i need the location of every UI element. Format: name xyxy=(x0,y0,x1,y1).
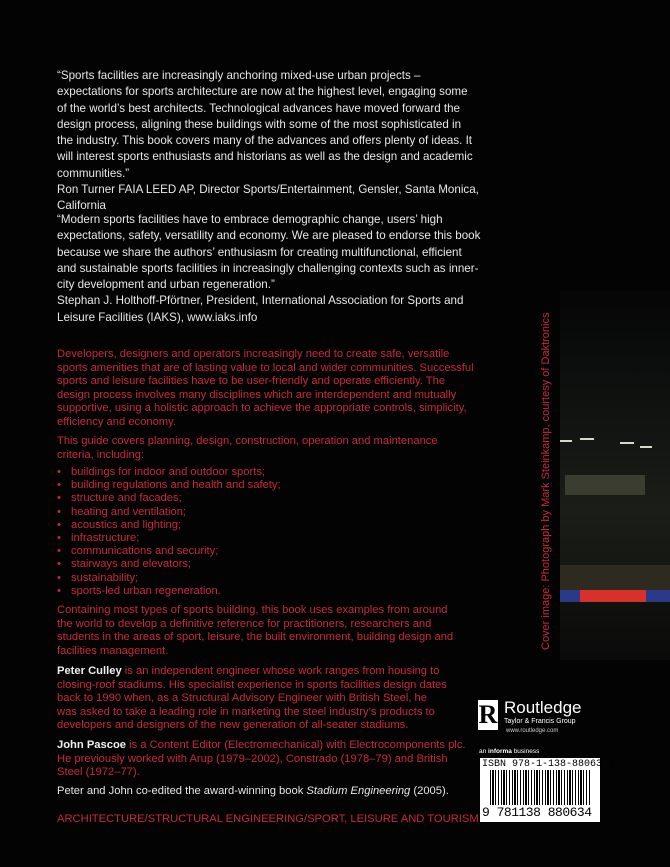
text-line: • infrastructure; xyxy=(57,532,537,545)
bio-line: closing-roof stadiums. His specialist experience in sports facilities design dates xyxy=(57,678,447,691)
text-line: • buildings for indoor and outdoor sports; xyxy=(57,466,537,479)
text-line: expectations, safety, versatility and economy. We are pleased to endorse this book xyxy=(57,229,481,243)
text-line: design process involves many disciplines which are interdependent and mutually xyxy=(57,388,457,401)
text-line: the world to develop a definitive reference for practitioners, researchers and xyxy=(57,617,432,630)
subject-categories: ARCHITECTURE/STRUCTURAL ENGINEERING/SPORT, LEISURE AND TOURISM xyxy=(57,813,479,825)
bio-line: He previously worked with Arup (1979–2002), Constrado (1978–79) and British xyxy=(57,752,448,765)
text-line: This guide covers planning, design, construction, operation and maintenance xyxy=(57,435,438,447)
bio-line: developers and designers of the new generation of all-seater stadiums. xyxy=(57,719,409,731)
publisher-url[interactable]: www.routledge.com xyxy=(506,728,559,734)
text-line: design process, aligning these buildings with some of the most sophisticated in xyxy=(57,117,462,131)
ean-number: 9 781138 880634 xyxy=(482,805,592,820)
text-line: facilities management. xyxy=(57,644,169,657)
text-line: • stairways and elevators; xyxy=(57,558,537,571)
text-line: Developers, designers and operators increasingly need to create safe, versatile xyxy=(57,348,450,360)
text-line: efficiency and economy. xyxy=(57,415,176,428)
book-title: Stadium Engineering xyxy=(306,785,411,797)
text-line: Containing most types of sports building, this book uses examples from around xyxy=(57,604,448,616)
bio-line: was asked to take a leading role in marketing the steel industry’s products to xyxy=(57,705,435,718)
endorsement-quote-2 xyxy=(57,212,537,326)
text-line: sports and leisure facilities have to be user-friendly and operate efficiently. The xyxy=(57,375,446,387)
bio-line: Steel (1972–77). xyxy=(57,766,140,778)
topics-list xyxy=(57,466,537,598)
bio-line: is an independent engineer whose work ranges from housing to xyxy=(121,665,440,677)
author-name: Peter Culley xyxy=(57,665,122,677)
text-line: the industry. This book covers many of the advances and offers plenty of ideas. It xyxy=(57,134,473,148)
cover-photo-stadium xyxy=(560,290,670,660)
text-line: because we share the authors’ enthusiasm for creating multifunctional, efficient xyxy=(57,245,462,259)
text-line: communities.” xyxy=(57,166,130,180)
tag-text: an xyxy=(479,748,489,755)
guide-intro xyxy=(57,435,537,462)
cover-image-credit: Cover image: Photograph by Mark Steinkamp, courtesy of Daktronics xyxy=(540,312,552,650)
tag-text: business xyxy=(511,748,540,755)
text-line: • communications and security; xyxy=(57,545,537,558)
barcode-bars-icon xyxy=(490,770,590,810)
text-line: • building regulations and health and safety; xyxy=(57,479,537,492)
note-text: (2005). xyxy=(410,785,449,797)
text-line: • heating and ventilation; xyxy=(57,506,537,519)
text-line: students in the areas of sport, leisure, the built environment, building design and xyxy=(57,631,454,643)
endorsement-quote-1 xyxy=(57,68,537,215)
description-paragraph xyxy=(57,348,537,429)
text-line: • sports-led urban regeneration. xyxy=(57,585,537,598)
co-edited-note xyxy=(57,785,537,797)
text-line: will interest sports enthusiasts and historians as well as the design and academic xyxy=(57,150,473,164)
text-line: sports amenities that are of lasting value to local and wider communities. Successful xyxy=(57,361,474,374)
author-bio-peter-culley xyxy=(57,665,537,733)
containing-paragraph xyxy=(57,604,537,658)
isbn-label: ISBN 978-1-138-88063-4 xyxy=(482,759,615,770)
text-line: criteria, including: xyxy=(57,448,145,461)
text-line: supportive, using a holistic approach to achieve the appropriate controls, simplicity, xyxy=(57,402,467,414)
author-name: John Pascoe xyxy=(57,739,127,751)
text-line: expectations for sports architecture are now at the highest level, engaging some xyxy=(57,85,468,99)
author-bio-john-pascoe xyxy=(57,739,540,780)
text-line: • structure and facades; xyxy=(57,492,537,505)
isbn-barcode xyxy=(480,758,615,822)
text-line: “Modern sports facilities have to embrace demographic change, users’ high xyxy=(57,213,443,226)
text-line: “Sports facilities are increasingly anchoring mixed-use urban projects – xyxy=(57,69,421,82)
informa-business-tag xyxy=(479,748,539,755)
tag-text-bold: informa xyxy=(488,748,512,755)
text-line: • sustainability; xyxy=(57,572,537,585)
publisher-name: Routledge xyxy=(504,698,582,717)
bio-line: back to 1990 when, as a Structural Advisory Engineer with British Steel, he xyxy=(57,692,428,704)
text-line: • acoustics and lighting; xyxy=(57,519,537,532)
text-line: of the world’s best architects. Technological advances have moved forward the xyxy=(57,101,461,115)
text-line: and sustainable sports facilities in increasingly challenging contexts such as inner- xyxy=(57,261,479,275)
text-line: Ron Turner FAIA LEED AP, Director Sports/Entertainment, Gensler, Santa Monica, xyxy=(57,183,479,197)
text-line: Stephan J. Holthoff-Pförtner, President, International Association for Sports and xyxy=(57,294,464,308)
text-line: Leisure Facilities (IAKS), www.iaks.info xyxy=(57,310,258,324)
publisher-group: Taylor & Francis Group xyxy=(504,718,576,725)
note-text: Peter and John co-edited the award-winning book xyxy=(57,785,307,797)
text-line: city development and urban regeneration.” xyxy=(57,278,275,292)
routledge-logo-icon: R xyxy=(478,700,498,729)
text-line: California xyxy=(57,199,106,213)
bio-line: is a Content Editor (Electromechanical) with Electrocomponents plc. xyxy=(126,739,466,751)
